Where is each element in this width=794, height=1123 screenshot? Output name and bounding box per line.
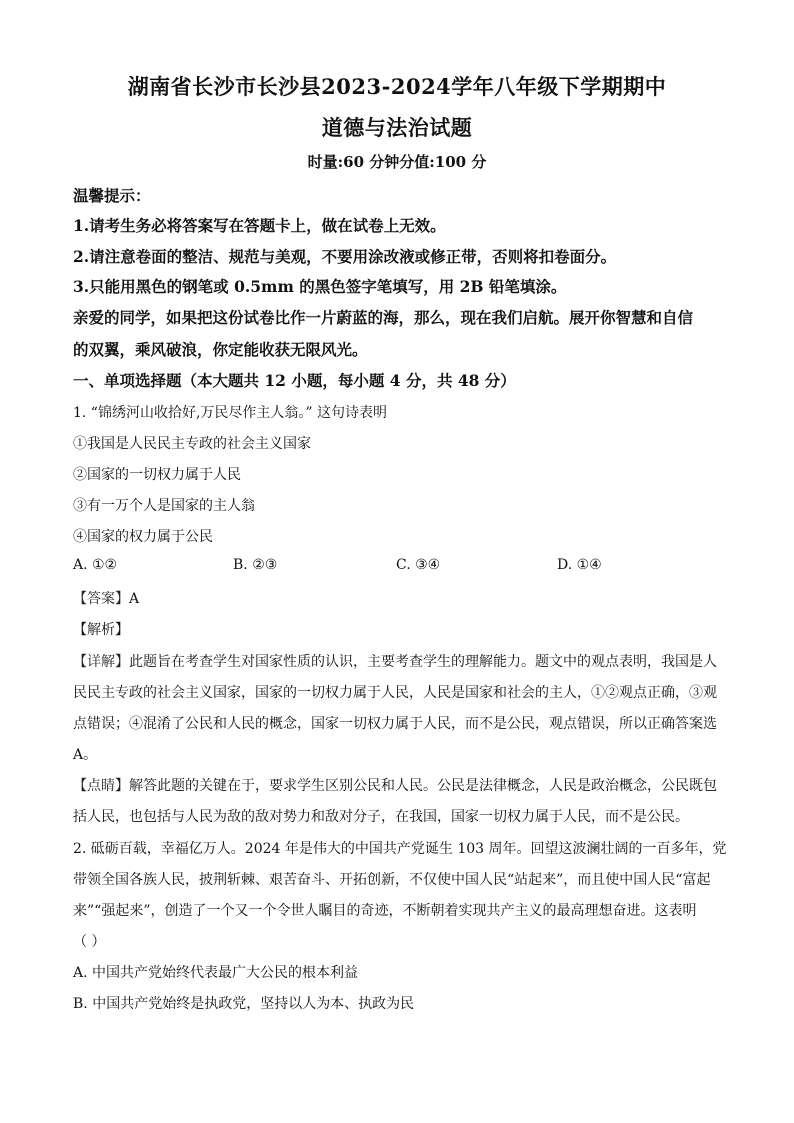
tip-1: 1.请考生务必将答案写在答题卡上，做在试卷上无效。	[73, 216, 446, 235]
detail-tag: 【详解】	[73, 654, 129, 670]
q1-answer	[73, 588, 723, 608]
q1-option-a: A. ①②	[73, 557, 118, 573]
q2-option-a: A. 中国共产党始终代表最广大公民的根本利益	[73, 965, 359, 981]
q1-tip-line-1	[73, 775, 723, 795]
q1-item-4: ④国家的权力属于公民	[73, 529, 213, 545]
tip-3: 3.只能用黑色的钢笔或 0.5mm 的黑色签字笔填写，用 2B 铅笔填涂。	[73, 277, 567, 296]
q1-tip-line-2: 括人民，也包括与人民为敌的敌对势力和敌对分子，在我国，国家一切权力属于人民，而不是公民。	[73, 809, 689, 825]
q1-item-2: ②国家的一切权力属于人民	[73, 467, 241, 483]
q1-detail-line-4: A。	[73, 747, 98, 763]
q1-option-c: C. ③④	[396, 557, 441, 573]
tips-heading: 温馨提示：	[73, 186, 151, 205]
detail-text-1: 此题旨在考查学生对国家性质的认识，主要考查学生的理解能力。题文中的观点表明，我国是人	[129, 654, 717, 670]
q1-item-1: ①我国是人民民主专政的社会主义国家	[73, 436, 311, 452]
q2-stem-line-4: （ ）	[73, 934, 106, 950]
q1-option-b: B. ②③	[233, 557, 278, 573]
tip-2: 2.请注意卷面的整洁、规范与美观，不要用涂改液或修正带，否则将扣卷面分。	[73, 247, 617, 266]
section-heading: 一、单项选择题（本大题共 12 小题，每小题 4 分，共 48 分）	[73, 371, 516, 390]
q1-stem: 1. “锦绣河山收拾好,万民尽作主人翁。” 这句诗表明	[73, 405, 388, 421]
intro-line-2: 的双翼，乘风破浪，你定能收获无限风光。	[73, 340, 368, 359]
q2-stem-line-3: 来”“强起来”，创造了一个又一个令世人瞩目的奇迹，不断朝着实现共产主义的最高理想奋进。这表明	[73, 903, 697, 919]
tip-text-1: 解答此题的关键在于，要求学生区别公民和人民。公民是法律概念，人民是政治概念，公民既包	[129, 778, 717, 794]
answer-value: A	[129, 591, 140, 607]
tip-tag: 【点睛】	[73, 778, 129, 794]
q2-option-b: B. 中国共产党始终是执政党，坚持以人为本、执政为民	[73, 996, 415, 1012]
q2-stem-line-1: 2. 砥砺百载，幸福亿万人。2024 年是伟大的中国共产党诞生 103 周年。回望这波澜壮阔的一百多年，党	[73, 841, 727, 857]
q1-detail-line-2: 民民主专政的社会主义国家，国家的一切权力属于人民，人民是国家和社会的主人，①②观点正确，③观	[73, 685, 717, 701]
exam-meta: 时量:60 分钟分值:100 分	[307, 153, 487, 171]
q1-item-3: ③有一万个人是国家的主人翁	[73, 498, 255, 514]
q1-detail-line-3: 点错误；④混淆了公民和人民的概念，国家一切权力属于人民，而不是公民，观点错误，所以正确答案选	[73, 716, 717, 732]
answer-tag: 【答案】	[73, 591, 129, 607]
q1-option-d: D. ①④	[557, 557, 602, 573]
title-line-1: 湖南省长沙市长沙县2023-2024学年八年级下学期期中	[127, 74, 667, 99]
intro-line-1: 亲爱的同学，如果把这份试卷比作一片蔚蓝的海，那么，现在我们启航。展开你智慧和自信	[73, 308, 694, 327]
title-line-2: 道德与法治试题	[321, 115, 473, 140]
q1-detail-line-1	[73, 651, 723, 671]
q1-analysis-tag: 【解析】	[73, 622, 129, 638]
q2-stem-line-2: 带领全国各族人民，披荆斩棘、艰苦奋斗、开拓创新，不仅使中国人民“站起来”，而且使中国人民“富起	[73, 872, 711, 888]
